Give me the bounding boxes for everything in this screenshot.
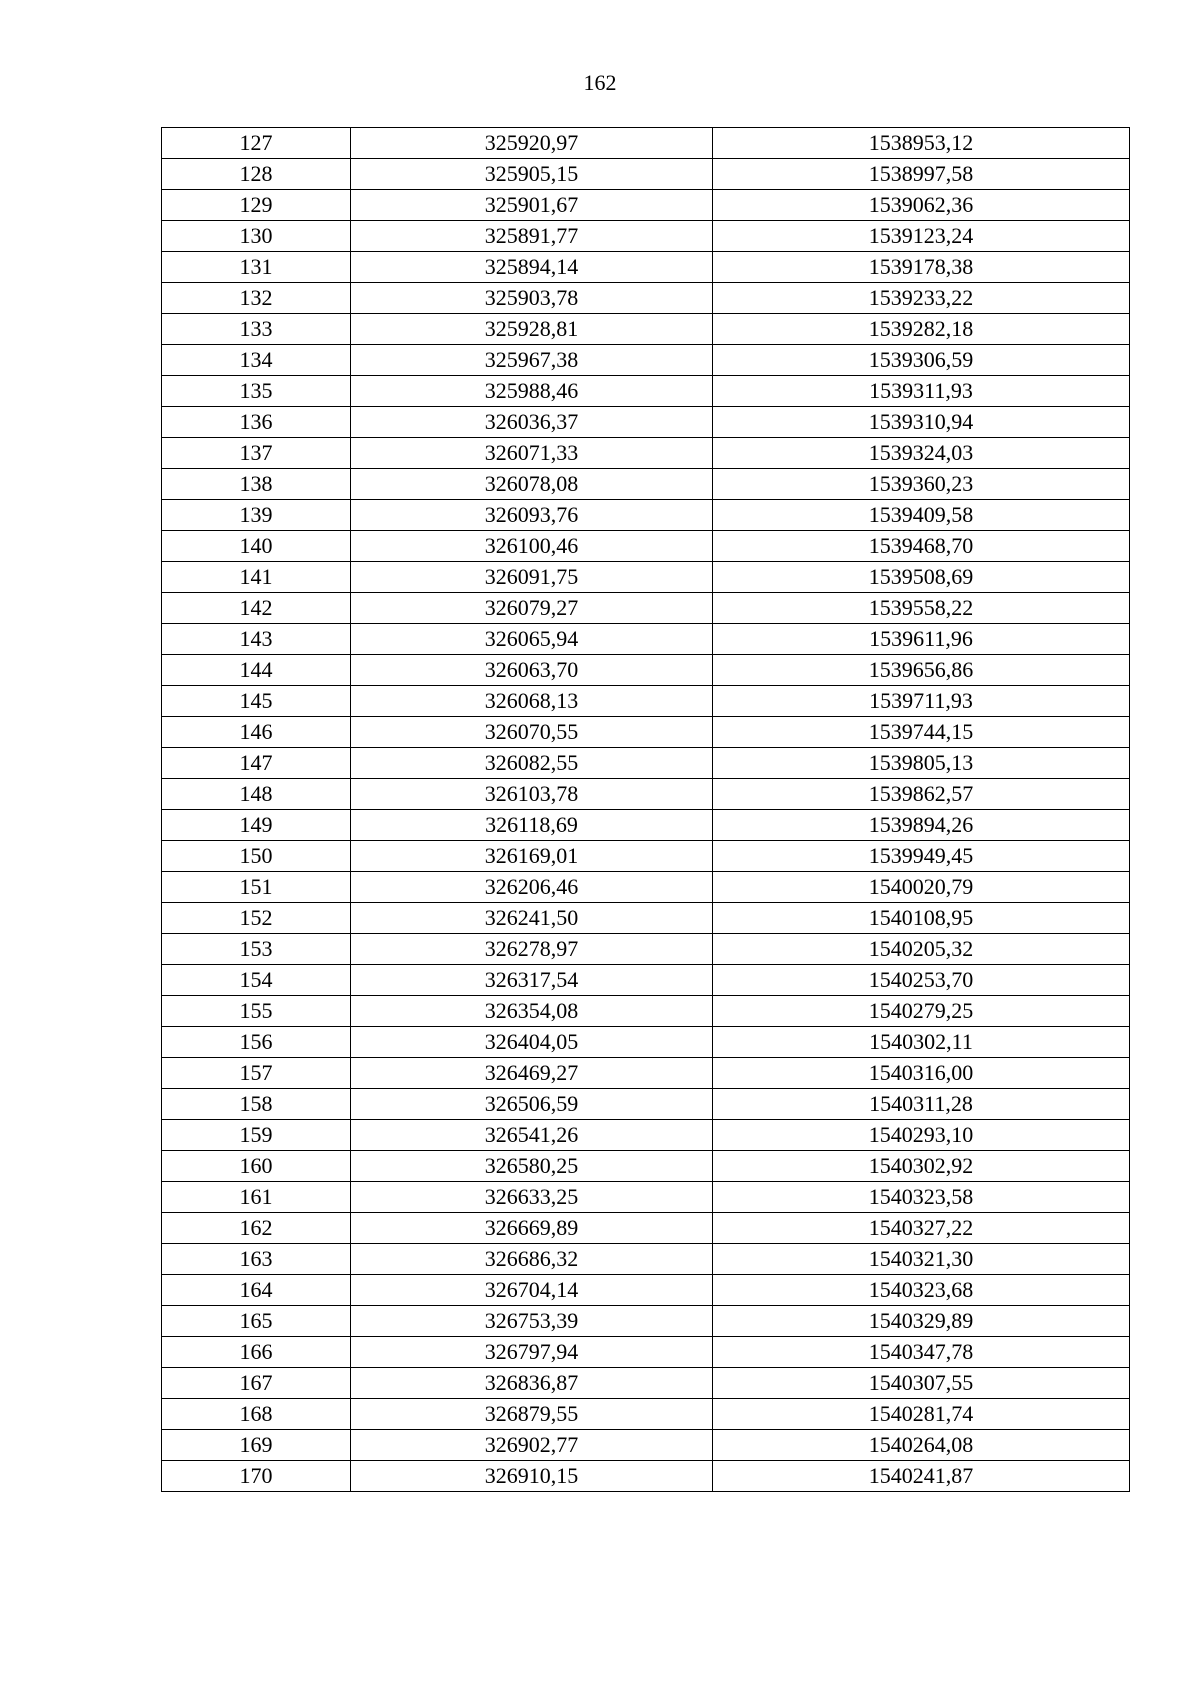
table-row (162, 593, 1130, 624)
point-number-cell: 135 (162, 376, 351, 407)
coordinate-x-cell: 326036,37 (351, 407, 713, 438)
table-row (162, 190, 1130, 221)
coordinate-y-cell: 1540321,30 (713, 1244, 1130, 1275)
point-number-cell: 136 (162, 407, 351, 438)
table-row (162, 841, 1130, 872)
point-number-cell: 146 (162, 717, 351, 748)
coordinate-y-cell: 1539468,70 (713, 531, 1130, 562)
table-row (162, 1027, 1130, 1058)
coordinate-y-cell: 1539558,22 (713, 593, 1130, 624)
point-number-cell: 140 (162, 531, 351, 562)
coordinate-y-cell: 1539611,96 (713, 624, 1130, 655)
coordinate-x-cell: 325928,81 (351, 314, 713, 345)
point-number-cell: 127 (162, 128, 351, 159)
coordinate-x-cell: 326082,55 (351, 748, 713, 779)
coordinate-y-cell: 1539656,86 (713, 655, 1130, 686)
coordinate-y-cell: 1539310,94 (713, 407, 1130, 438)
coordinate-y-cell: 1539178,38 (713, 252, 1130, 283)
point-number-cell: 133 (162, 314, 351, 345)
coordinate-y-cell: 1539508,69 (713, 562, 1130, 593)
point-number-cell: 167 (162, 1368, 351, 1399)
table-row (162, 686, 1130, 717)
point-number-cell: 159 (162, 1120, 351, 1151)
point-number-cell: 142 (162, 593, 351, 624)
coordinate-y-cell: 1540316,00 (713, 1058, 1130, 1089)
point-number-cell: 132 (162, 283, 351, 314)
coordinate-y-cell: 1540311,28 (713, 1089, 1130, 1120)
table-row (162, 655, 1130, 686)
coordinate-y-cell: 1540281,74 (713, 1399, 1130, 1430)
coordinate-y-cell: 1540302,11 (713, 1027, 1130, 1058)
coordinate-x-cell: 325903,78 (351, 283, 713, 314)
coordinate-y-cell: 1540279,25 (713, 996, 1130, 1027)
coordinate-y-cell: 1539409,58 (713, 500, 1130, 531)
coordinate-x-cell: 326071,33 (351, 438, 713, 469)
coordinate-x-cell: 326469,27 (351, 1058, 713, 1089)
coordinate-x-cell: 325905,15 (351, 159, 713, 190)
table-row (162, 283, 1130, 314)
point-number-cell: 134 (162, 345, 351, 376)
point-number-cell: 144 (162, 655, 351, 686)
coordinate-y-cell: 1540323,68 (713, 1275, 1130, 1306)
coordinate-y-cell: 1539894,26 (713, 810, 1130, 841)
table-row (162, 407, 1130, 438)
table-row (162, 1275, 1130, 1306)
table-row (162, 1120, 1130, 1151)
coordinate-x-cell: 326879,55 (351, 1399, 713, 1430)
table-row (162, 965, 1130, 996)
coordinate-x-cell: 325988,46 (351, 376, 713, 407)
coordinate-y-cell: 1538953,12 (713, 128, 1130, 159)
point-number-cell: 155 (162, 996, 351, 1027)
coordinates-table-body (162, 128, 1130, 1492)
point-number-cell: 151 (162, 872, 351, 903)
coordinate-x-cell: 325901,67 (351, 190, 713, 221)
table-row (162, 500, 1130, 531)
coordinate-x-cell: 326704,14 (351, 1275, 713, 1306)
point-number-cell: 141 (162, 562, 351, 593)
table-row (162, 779, 1130, 810)
point-number-cell: 163 (162, 1244, 351, 1275)
table-row (162, 1089, 1130, 1120)
table-row (162, 314, 1130, 345)
coordinate-x-cell: 326753,39 (351, 1306, 713, 1337)
coordinate-y-cell: 1539360,23 (713, 469, 1130, 500)
table-row (162, 469, 1130, 500)
table-row (162, 1244, 1130, 1275)
table-row (162, 1337, 1130, 1368)
table-row (162, 1430, 1130, 1461)
coordinate-x-cell: 326633,25 (351, 1182, 713, 1213)
point-number-cell: 138 (162, 469, 351, 500)
point-number-cell: 170 (162, 1461, 351, 1492)
point-number-cell: 131 (162, 252, 351, 283)
coordinate-y-cell: 1540347,78 (713, 1337, 1130, 1368)
coordinate-y-cell: 1539805,13 (713, 748, 1130, 779)
coordinate-x-cell: 326902,77 (351, 1430, 713, 1461)
table-row (162, 531, 1130, 562)
coordinate-x-cell: 326103,78 (351, 779, 713, 810)
table-row (162, 810, 1130, 841)
table-row (162, 1368, 1130, 1399)
coordinate-x-cell: 326169,01 (351, 841, 713, 872)
coordinate-y-cell: 1540020,79 (713, 872, 1130, 903)
coordinate-y-cell: 1539711,93 (713, 686, 1130, 717)
coordinate-x-cell: 326686,32 (351, 1244, 713, 1275)
coordinate-x-cell: 326065,94 (351, 624, 713, 655)
table-row (162, 345, 1130, 376)
coordinate-y-cell: 1540302,92 (713, 1151, 1130, 1182)
coordinate-y-cell: 1539233,22 (713, 283, 1130, 314)
point-number-cell: 165 (162, 1306, 351, 1337)
coordinate-x-cell: 326118,69 (351, 810, 713, 841)
point-number-cell: 152 (162, 903, 351, 934)
point-number-cell: 160 (162, 1151, 351, 1182)
coordinate-x-cell: 326068,13 (351, 686, 713, 717)
page-number: 162 (583, 70, 617, 95)
table-row (162, 221, 1130, 252)
coordinate-y-cell: 1540329,89 (713, 1306, 1130, 1337)
point-number-cell: 150 (162, 841, 351, 872)
coordinate-x-cell: 326404,05 (351, 1027, 713, 1058)
coordinate-x-cell: 325920,97 (351, 128, 713, 159)
coordinate-x-cell: 326354,08 (351, 996, 713, 1027)
coordinate-x-cell: 326506,59 (351, 1089, 713, 1120)
point-number-cell: 130 (162, 221, 351, 252)
point-number-cell: 168 (162, 1399, 351, 1430)
coordinate-x-cell: 326093,76 (351, 500, 713, 531)
coordinate-y-cell: 1539123,24 (713, 221, 1130, 252)
coordinate-y-cell: 1540205,32 (713, 934, 1130, 965)
coordinate-y-cell: 1539282,18 (713, 314, 1130, 345)
coordinate-x-cell: 326091,75 (351, 562, 713, 593)
coordinate-x-cell: 326669,89 (351, 1213, 713, 1244)
coordinate-x-cell: 326241,50 (351, 903, 713, 934)
table-row (162, 1461, 1130, 1492)
coordinate-x-cell: 326541,26 (351, 1120, 713, 1151)
table-row (162, 376, 1130, 407)
point-number-cell: 128 (162, 159, 351, 190)
point-number-cell: 145 (162, 686, 351, 717)
point-number-cell: 169 (162, 1430, 351, 1461)
point-number-cell: 139 (162, 500, 351, 531)
coordinate-y-cell: 1540241,87 (713, 1461, 1130, 1492)
table-row (162, 1306, 1130, 1337)
table-row (162, 252, 1130, 283)
coordinate-y-cell: 1539744,15 (713, 717, 1130, 748)
coordinate-x-cell: 326206,46 (351, 872, 713, 903)
coordinate-x-cell: 325891,77 (351, 221, 713, 252)
point-number-cell: 148 (162, 779, 351, 810)
coordinate-y-cell: 1540264,08 (713, 1430, 1130, 1461)
point-number-cell: 164 (162, 1275, 351, 1306)
point-number-cell: 147 (162, 748, 351, 779)
table-row (162, 1399, 1130, 1430)
coordinate-y-cell: 1540307,55 (713, 1368, 1130, 1399)
point-number-cell: 166 (162, 1337, 351, 1368)
coordinate-x-cell: 326063,70 (351, 655, 713, 686)
point-number-cell: 154 (162, 965, 351, 996)
table-row (162, 872, 1130, 903)
table-row (162, 1182, 1130, 1213)
coordinate-y-cell: 1539949,45 (713, 841, 1130, 872)
coordinate-y-cell: 1540293,10 (713, 1120, 1130, 1151)
coordinate-y-cell: 1539311,93 (713, 376, 1130, 407)
coordinates-table (161, 127, 1130, 1492)
table-row (162, 996, 1130, 1027)
coordinate-y-cell: 1539306,59 (713, 345, 1130, 376)
table-row (162, 934, 1130, 965)
coordinate-y-cell: 1539324,03 (713, 438, 1130, 469)
coordinate-x-cell: 326070,55 (351, 717, 713, 748)
table-row (162, 438, 1130, 469)
coordinate-x-cell: 326100,46 (351, 531, 713, 562)
table-row (162, 159, 1130, 190)
point-number-cell: 161 (162, 1182, 351, 1213)
point-number-cell: 149 (162, 810, 351, 841)
point-number-cell: 153 (162, 934, 351, 965)
table-row (162, 128, 1130, 159)
point-number-cell: 143 (162, 624, 351, 655)
point-number-cell: 156 (162, 1027, 351, 1058)
coordinate-x-cell: 326580,25 (351, 1151, 713, 1182)
point-number-cell: 162 (162, 1213, 351, 1244)
coordinate-y-cell: 1540327,22 (713, 1213, 1130, 1244)
table-row (162, 748, 1130, 779)
table-row (162, 717, 1130, 748)
coordinate-y-cell: 1539862,57 (713, 779, 1130, 810)
table-row (162, 1151, 1130, 1182)
point-number-cell: 137 (162, 438, 351, 469)
coordinate-x-cell: 325967,38 (351, 345, 713, 376)
coordinate-x-cell: 326278,97 (351, 934, 713, 965)
coordinate-y-cell: 1538997,58 (713, 159, 1130, 190)
point-number-cell: 129 (162, 190, 351, 221)
coordinate-x-cell: 326836,87 (351, 1368, 713, 1399)
coordinate-y-cell: 1539062,36 (713, 190, 1130, 221)
coordinate-y-cell: 1540108,95 (713, 903, 1130, 934)
point-number-cell: 157 (162, 1058, 351, 1089)
table-row (162, 1058, 1130, 1089)
coordinate-y-cell: 1540253,70 (713, 965, 1130, 996)
point-number-cell: 158 (162, 1089, 351, 1120)
coordinate-x-cell: 325894,14 (351, 252, 713, 283)
table-row (162, 562, 1130, 593)
table-row (162, 624, 1130, 655)
coordinate-x-cell: 326079,27 (351, 593, 713, 624)
table-row (162, 903, 1130, 934)
coordinate-y-cell: 1540323,58 (713, 1182, 1130, 1213)
coordinate-x-cell: 326797,94 (351, 1337, 713, 1368)
table-row (162, 1213, 1130, 1244)
coordinate-x-cell: 326317,54 (351, 965, 713, 996)
coordinate-x-cell: 326910,15 (351, 1461, 713, 1492)
coordinate-x-cell: 326078,08 (351, 469, 713, 500)
